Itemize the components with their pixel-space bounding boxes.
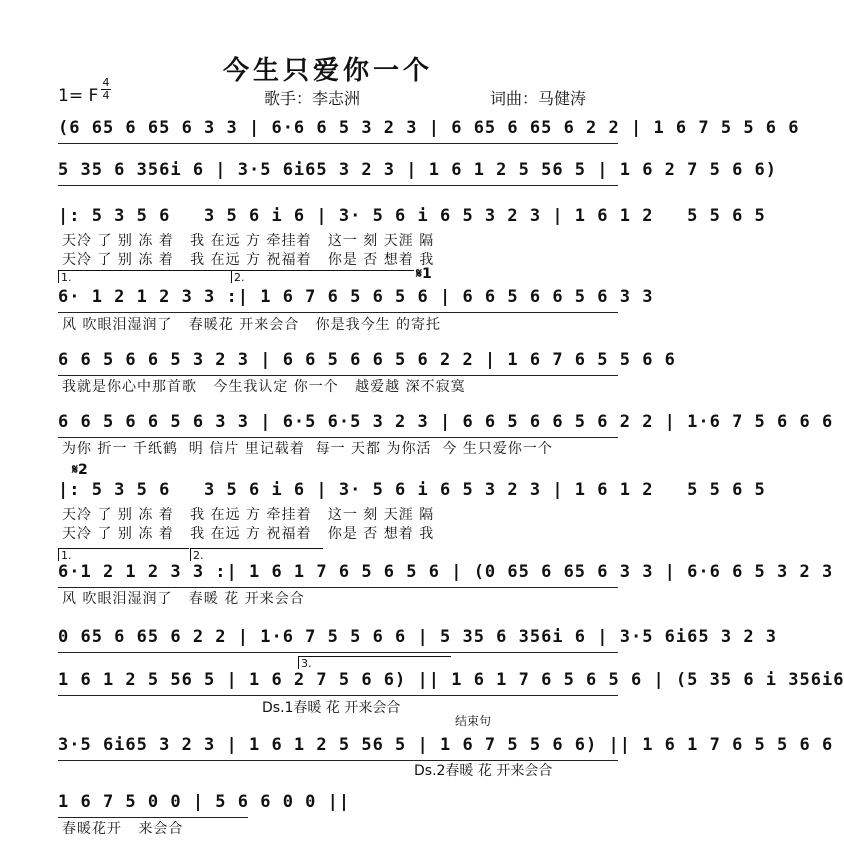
song-title: 今生只爱你一个	[222, 56, 433, 86]
ending-bracket-1: 1.	[58, 270, 231, 283]
time-signature	[101, 78, 111, 101]
ending-bracket-3: 1.	[58, 548, 189, 561]
key-signature: 1= F	[58, 86, 99, 106]
score-row-1-notes: (6 65 6 65 6 3 3 | 6·6 6 5 3 2 3 | 6 65 6 65 6 2 2 | 1 6 7 5 5 6 6	[58, 118, 800, 138]
ending-bracket-5: 3.	[298, 656, 451, 669]
ending-bracket-4: 2.	[190, 548, 323, 561]
score-row-3-lyric-2: 天冷 了 别 冻 着 我 在远 方 祝福着 你是 否 想着 我	[62, 252, 435, 268]
segno-mark-1: 𝄋1	[416, 266, 432, 282]
segno-mark-2: 𝄋2	[72, 462, 88, 478]
score-row-12-lyric: 春暖花开 来会合	[62, 821, 184, 837]
score-row-1-underline	[58, 143, 618, 147]
score-row-9-notes: 0 65 6 65 6 2 2 | 1·6 7 5 5 6 6 | 5 35 6 356i 6 | 3·5 6i65 3 2 3	[58, 627, 778, 647]
score-row-7-notes: |: 5 3 5 6 3 5 6 i 6 | 3· 5 6 i 6 5 3 2 3 | 1 6 1 2 5 5 6 5	[58, 480, 766, 500]
score-row-5-notes: 6 6 5 6 6 5 3 2 3 | 6 6 5 6 6 5 6 2 2 | 1 6 7 6 5 5 6 6	[58, 350, 676, 370]
score-row-2-notes: 5 35 6 356i 6 | 3·5 6i65 3 2 3 | 1 6 1 2 5 56 5 | 1 6 2 7 5 6 6)	[58, 160, 778, 180]
ending-bracket-2: 2.	[231, 270, 414, 283]
score-row-3-lyric-1: 天冷 了 别 冻 着 我 在远 方 牵挂着 这一 刻 天涯 隔	[62, 233, 435, 249]
ending-phrase-label: 结束句	[455, 714, 492, 728]
score-row-6-notes: 6 6 5 6 6 5 6 3 3 | 6·5 6·5 3 2 3 | 6 6 5 6 6 5 6 2 2 | 1·6 7 5 6 6 6	[58, 412, 834, 432]
score-row-4-lyric: 风 吹眼泪湿润了 春暖花 开来会合 你是我今生 的寄托	[62, 317, 442, 333]
score-row-4-notes: 6· 1 2 1 2 3 3 :| 1 6 7 6 5 6 5 6 | 6 6 5 6 6 5 6 3 3	[58, 287, 654, 307]
score-row-8-lyric: 风 吹眼泪湿润了 春暖 花 开来会合	[62, 591, 305, 607]
score-row-2-underline	[58, 185, 618, 189]
score-row-11-notes: 3·5 6i65 3 2 3 | 1 6 1 2 5 56 5 | 1 6 7 5 5 6 6) || 1 6 1 7 6 5 5 6 6	[58, 735, 834, 755]
ds2-instruction: Ds.2春暖 花 开来会合	[414, 763, 553, 779]
score-row-7-lyric-1: 天冷 了 别 冻 着 我 在远 方 牵挂着 这一 刻 天涯 隔	[62, 507, 435, 523]
score-row-6-lyric: 为你 折一 千纸鹤 明 信片 里记载着 每一 天都 为你活 今 生只爱你一个	[62, 441, 553, 457]
ds1-instruction: Ds.1春暖 花 开来会合	[262, 700, 401, 716]
composer-credit: 词曲：马健涛	[490, 89, 587, 108]
score-row-12-notes: 1 6 7 5 0 0 | 5 6 6 0 0 ||	[58, 792, 351, 812]
time-signature-numerator: 4	[102, 76, 110, 89]
score-row-5-lyric: 我就是你心中那首歌 今生我认定 你一个 越爱越 深不寂寞	[62, 379, 466, 395]
score-row-8-notes: 6·1 2 1 2 3 3 :| 1 6 1 7 6 5 6 5 6 | (0 65 6 65 6 3 3 | 6·6 6 5 3 2 3	[58, 562, 834, 582]
score-row-7-lyric-2: 天冷 了 别 冻 着 我 在远 方 祝福着 你是 否 想着 我	[62, 526, 435, 542]
time-signature-denominator: 4	[102, 89, 110, 102]
score-row-10-notes: 1 6 1 2 5 56 5 | 1 6 2 7 5 6 6) || 1 6 1 7 6 5 6 5 6 | (5 35 6 i 356i6	[58, 670, 844, 690]
singer-credit: 歌手：李志洲	[264, 89, 361, 108]
score-row-3-notes: |: 5 3 5 6 3 5 6 i 6 | 3· 5 6 i 6 5 3 2 3 | 1 6 1 2 5 5 6 5	[58, 206, 766, 226]
